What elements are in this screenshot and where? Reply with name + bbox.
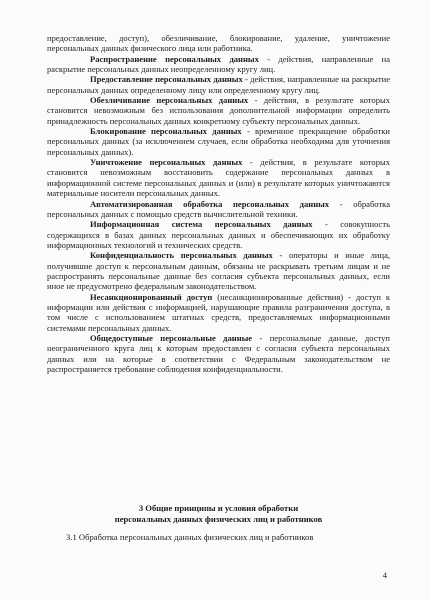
definition-6: - обработка персональных данных с помощью средств вычислительной техники.: [47, 198, 391, 219]
term-1: Распространение персональных данных: [90, 53, 259, 64]
paragraph-0: [47, 33, 390, 54]
page-number: 4: [382, 570, 387, 580]
paragraph-6: [47, 199, 390, 220]
paragraph-3: [47, 95, 390, 126]
term-4: Блокирование персональных данных: [90, 126, 242, 137]
paragraph-9: [47, 292, 390, 333]
subclause-3-1: 3.1 Обработка персональных данных физических лиц и работников: [66, 532, 314, 542]
term-5: Уничтожение персональных данных: [90, 157, 243, 168]
paragraph-4: [47, 126, 390, 157]
section-heading: [47, 503, 390, 525]
definition-2: - действия, направленные на раскрытие персональных данных определенному лицу или определенному кругу лиц.: [47, 74, 390, 95]
paragraph-7: [47, 219, 390, 250]
definition-10: - персональные данные, доступ неограниченного круга лиц к которым предоставлен с согласия субъекта персональных данных или на которые в соответствии с Федеральным законодательством не распространяется требование соблюдения конфиденциальности.: [47, 332, 390, 374]
definition-9: (несанкционированные действия) - доступ к информации или действия с информацией, нарушающие правила разграничения доступа, в том числе с использованием штатных средств, предоставляемых информационными системами персональных данных.: [47, 291, 391, 333]
definition-3: - действия, в результате которых становится невозможным без использования дополнительной информации определить принадлежность персональных данных конкретному субъекту персональных данных.: [47, 95, 390, 126]
term-6: Автоматизированная обработка персональных данных: [90, 198, 330, 209]
term-3: Обезличивание персональных данных: [90, 95, 249, 106]
definition-5: - действия, в результате которых становится невозможным восстановить содержание персональных данных в информационной системе персональных данных и (или) в результате которых уничтожаются материальные носители персональных данных.: [47, 157, 390, 199]
term-8: Конфиденциальность персональных данных: [90, 250, 273, 261]
definition-1: - действия, направленные на раскрытие персональных данных неопределенному кругу лиц.: [47, 53, 390, 75]
paragraph-5: [47, 157, 390, 198]
paragraph-1: [47, 54, 390, 75]
definition-8: - операторы и иные лица, получившие доступ к персональным данным, обязаны не раскрывать третьим лицам и не распространять персональные данные без согласия субъекта персональных данных, если иное не предусмотрено федеральным законодательством.: [47, 250, 391, 292]
term-9: Несанкционированный доступ: [90, 291, 213, 302]
paragraph-10: [47, 333, 390, 374]
section-heading-line-1: 3 Общие принципы и условия обработки: [138, 503, 299, 513]
body-text: [47, 33, 390, 374]
section-heading-line-2: персональных данных физических лиц и работников: [114, 514, 323, 524]
term-2: Предоставление персональных данных: [90, 74, 243, 85]
term-10: Общедоступные персональные данные: [90, 332, 253, 343]
paragraph-8: [47, 250, 390, 291]
term-7: Информационная система персональных данных: [90, 219, 313, 230]
definition-4: - временное прекращение обработки персональных данных (за исключением случаев, если обработка необходима для уточнения персональных данных).: [47, 126, 391, 157]
definition-7: - совокупность содержащихся в базах данных персональных данных и обеспечивающих их обработку информационных технологий и технических средств.: [47, 219, 390, 250]
paragraph-2: [47, 74, 390, 95]
paragraph-0-text: предоставление, доступ), обезличивание, блокирование, удаление, уничтожение персональных данных физического лица или работника.: [47, 33, 390, 54]
